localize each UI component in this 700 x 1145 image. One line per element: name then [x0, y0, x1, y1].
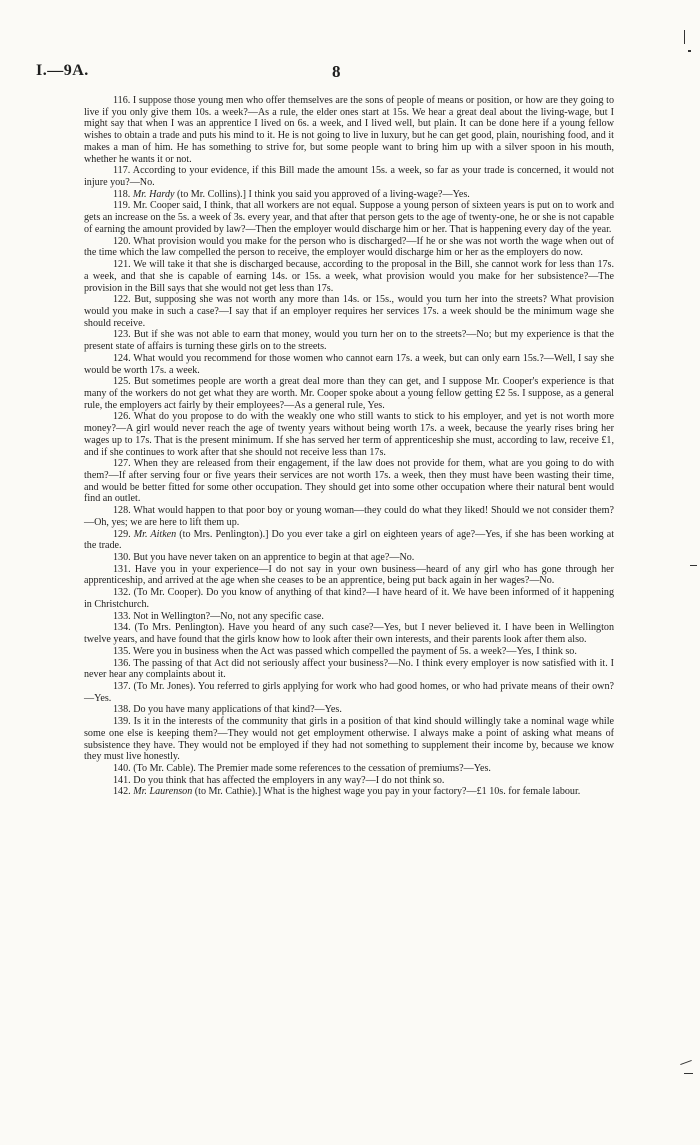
- paragraph-130: 130. But you have never taken on an apprentice to begin at that age?—No.: [113, 552, 415, 564]
- paragraph-133: 133. Not in Wellington?—No, not any specific case.: [113, 610, 324, 622]
- scan-mark: [680, 1060, 692, 1065]
- paragraph-126: 126. What do you propose to do with the weakly one who still wants to stick to his employer, and yet is not worth more money?—A girl would never reach the age of twenty years without being worth 17s. a week, because the yearly rises bring her wages up to 17s. That is the present minimum. If she has served her term of apprenticeship she must, according to law, receive £1, and if she continues to work after that she should not receive less than 17s.: [84, 411, 614, 458]
- document-body: [84, 95, 614, 798]
- scan-mark: [684, 30, 685, 44]
- document-reference: I.—9A.: [36, 62, 89, 79]
- paragraph-141: 141. Do you think that has affected the employers in any way?—I do not think so.: [113, 774, 445, 786]
- paragraph-142: 142. Mr. Laurenson (to Mr. Cathie).] What is the highest wage you pay in your factory?—£1 10s. for female labour.: [113, 786, 581, 798]
- speaker-name: Mr. Hardy: [132, 188, 175, 200]
- paragraph-129: 129. Mr. Aitken (to Mrs. Penlington).] Do you ever take a girl on eighteen years of age?—Yes, if she has been working at the trade.: [84, 528, 614, 552]
- paragraph-119: 119. Mr. Cooper said, I think, that all workers are not equal. Suppose a young person of sixteen years is put on to work and gets an increase on the 5s. a week of 3s. every year, and that after that person gets to the age of twenty-one, he or she is not capable of earning the amount provided by law?—Then the employer would discharge him or her. That is happening every day of the year.: [84, 200, 614, 235]
- speaker-name: Mr. Laurenson: [133, 786, 193, 798]
- paragraph-139: 139. Is it in the interests of the community that girls in a position of that kind should willingly take a nominal wage while some one else is keeping them?—They would not get employment otherwise. I always make a point of asking what means of subsistence they have. They would not be employed if they had not something to supplement their income by, because we know they must live honestly.: [84, 716, 614, 763]
- paragraph-134: 134. (To Mrs. Penlington). Have you heard of any such case?—Yes, but I never believed it. I have been in Wellington twelve years, and have found that the girls know how to look after their own interests, and their parents look after them also.: [84, 622, 614, 646]
- page-number: 8: [332, 62, 341, 81]
- paragraph-137: 137. (To Mr. Jones). You referred to girls applying for work who had good homes, or who had private means of their own?—Yes.: [84, 680, 614, 704]
- paragraph-127: 127. When they are released from their engagement, if the law does not provide for them, what are you going to do with them?—If after serving four or five years their services are not worth 17s. a week, then they must have been wasting their time, and would be better fitted for some other occupation. They should get into some other occupation where their natural bent would find an outlet.: [84, 458, 614, 505]
- paragraph-120: 120. What provision would you make for the person who is discharged?—If he or she was not worth the wage when out of the time which the law compelled the person to receive, the employer would discharge him or her as the employers do now.: [84, 235, 614, 259]
- paragraph-128: 128. What would happen to that poor boy or young woman—they could do what they liked! Should we not consider them?—Oh, yes; we are here to lift them up.: [84, 505, 614, 528]
- paragraph-136: 136. The passing of that Act did not seriously affect your business?—No. I think every employer is now satisfied with it. I never hear any complaints about it.: [84, 657, 614, 681]
- paragraph-125: 125. But sometimes people are worth a great deal more than they can get, and I suppose Mr. Cooper's experience is that many of the workers do not get what they are worth. Mr. Cooper spoke about a young fellow getting £2 5s. I suppose, as a general rule, the employers act fairly by their employees?—As a general rule, Yes.: [84, 376, 614, 411]
- paragraph-116: 116. I suppose those young men who offer themselves are the sons of people of means or position, or how are they going to live if you only give them 10s. a week?—As a rule, the elder ones start at 15s. We hear a great deal about the living-wage, but I might say that when I was an apprentice I lived on 6s. a week, and I lived well, but plain. It can be done here if a young fellow wishes to obtain a trade and puts his mind to it. He is not going to live in luxury, but he can get good, plain, nourishing food, and it makes a man of him. He has something to strive for, but some people want to bring him up with a silver spoon in his mouth, whether he wants it or not.: [84, 95, 614, 165]
- speaker-name: Mr. Aitken: [133, 528, 177, 540]
- paragraph-124: 124. What would you recommend for those women who cannot earn 17s. a week, but can only earn 15s.?—Well, I say she would be worth 17s. a week.: [84, 352, 614, 376]
- paragraph-140: 140. (To Mr. Cable). The Premier made some references to the cessation of premiums?—Yes.: [113, 762, 491, 774]
- paragraph-122: 122. But, supposing she was not worth any more than 14s. or 15s., would you turn her into the streets? What provision would you make in such a case?—I say that if an employer requires her services 17s. a week should be the minimum wage she should receive.: [84, 294, 614, 329]
- paragraph-135: 135. Were you in business when the Act was passed which compelled the payment of 5s. a week?—Yes, I think so.: [113, 645, 577, 657]
- paragraph-118: 118. Mr. Hardy (to Mr. Collins).] I think you said you approved of a living-wage?—Yes.: [113, 188, 470, 200]
- paragraph-121: 121. We will take it that she is discharged because, according to the proposal in the Bill, she cannot work for less than 17s. a week, and that she is capable of earning 14s. or 15s. a week, what provision would you make for her subsistence?—The provision in the Bill says that she would not get less than 17s.: [84, 259, 614, 294]
- scan-mark: [688, 50, 691, 52]
- scan-mark: [690, 565, 697, 566]
- paragraph-138: 138. Do you have many applications of that kind?—Yes.: [113, 704, 342, 716]
- paragraph-123: 123. But if she was not able to earn that money, would you turn her on to the streets?—No; but my experience is that the present state of affairs is turning these girls on to the streets.: [84, 329, 614, 353]
- paragraph-132: 132. (To Mr. Cooper). Do you know of anything of that kind?—I have heard of it. We have been informed of it happening in Christchurch.: [84, 587, 614, 610]
- paragraph-131: 131. Have you in your experience—I do not say in your own business—heard of any girl who has gone through her apprenticeship, and arrived at the age when she ceases to be an apprentice, being put back again in her wages?—No.: [84, 563, 614, 587]
- paragraph-117: 117. According to your evidence, if this Bill made the amount 15s. a week, so far as your trade is concerned, it would not injure you?—No.: [84, 165, 614, 189]
- scan-mark: [684, 1073, 693, 1074]
